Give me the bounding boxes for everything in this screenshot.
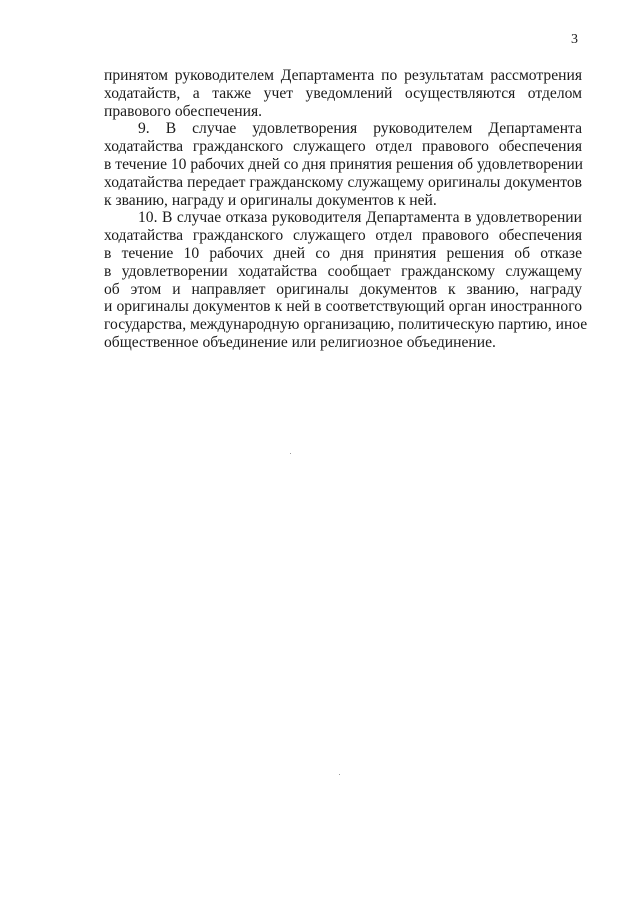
- text-line: в течение 10 рабочих дней со дня принятия решения об удовлетворении: [104, 155, 584, 173]
- text-line: в течение 10 рабочих дней со дня принятия решения об отказе: [104, 244, 582, 262]
- text-line: ходатайства гражданского служащего отдел правового обеспечения: [104, 227, 582, 245]
- text-line: 9. В случае удовлетворения руководителем Департамента: [138, 120, 582, 138]
- paragraph-item-10: [104, 209, 588, 351]
- text-line: ходатайства передает гражданскому служащему оригиналы документов: [104, 173, 582, 191]
- page-number: 3: [571, 32, 578, 47]
- text-line: ходатайств, а также учет уведомлений осуществляются отделом: [104, 84, 582, 102]
- text-line: общественное объединение или религиозное объединение.: [104, 333, 496, 351]
- text-line: в удовлетворении ходатайства сообщает гражданскому служащему: [104, 262, 582, 280]
- text-line: 10. В случае отказа руководителя Департамента в удовлетворении: [138, 209, 582, 227]
- scan-speck: [339, 774, 340, 775]
- paragraph-item-9: [104, 120, 582, 209]
- text-line: государства, международную организацию, политическую партию, иное: [104, 316, 588, 334]
- text-line: и оригиналы документов к ней в соответствующий орган иностранного: [104, 298, 582, 316]
- text-line: ходатайства гражданского служащего отдел правового обеспечения: [104, 138, 582, 156]
- document-body: [104, 67, 588, 352]
- text-line: правового обеспечения.: [104, 102, 263, 120]
- scan-speck: [290, 453, 291, 454]
- text-line: принятом руководителем Департамента по результатам рассмотрения: [104, 67, 582, 84]
- text-line: к званию, награду и оригиналы документов к ней.: [104, 191, 437, 209]
- text-line: об этом и направляет оригиналы документов к званию, награду: [104, 280, 582, 298]
- paragraph-continuation: [104, 67, 582, 120]
